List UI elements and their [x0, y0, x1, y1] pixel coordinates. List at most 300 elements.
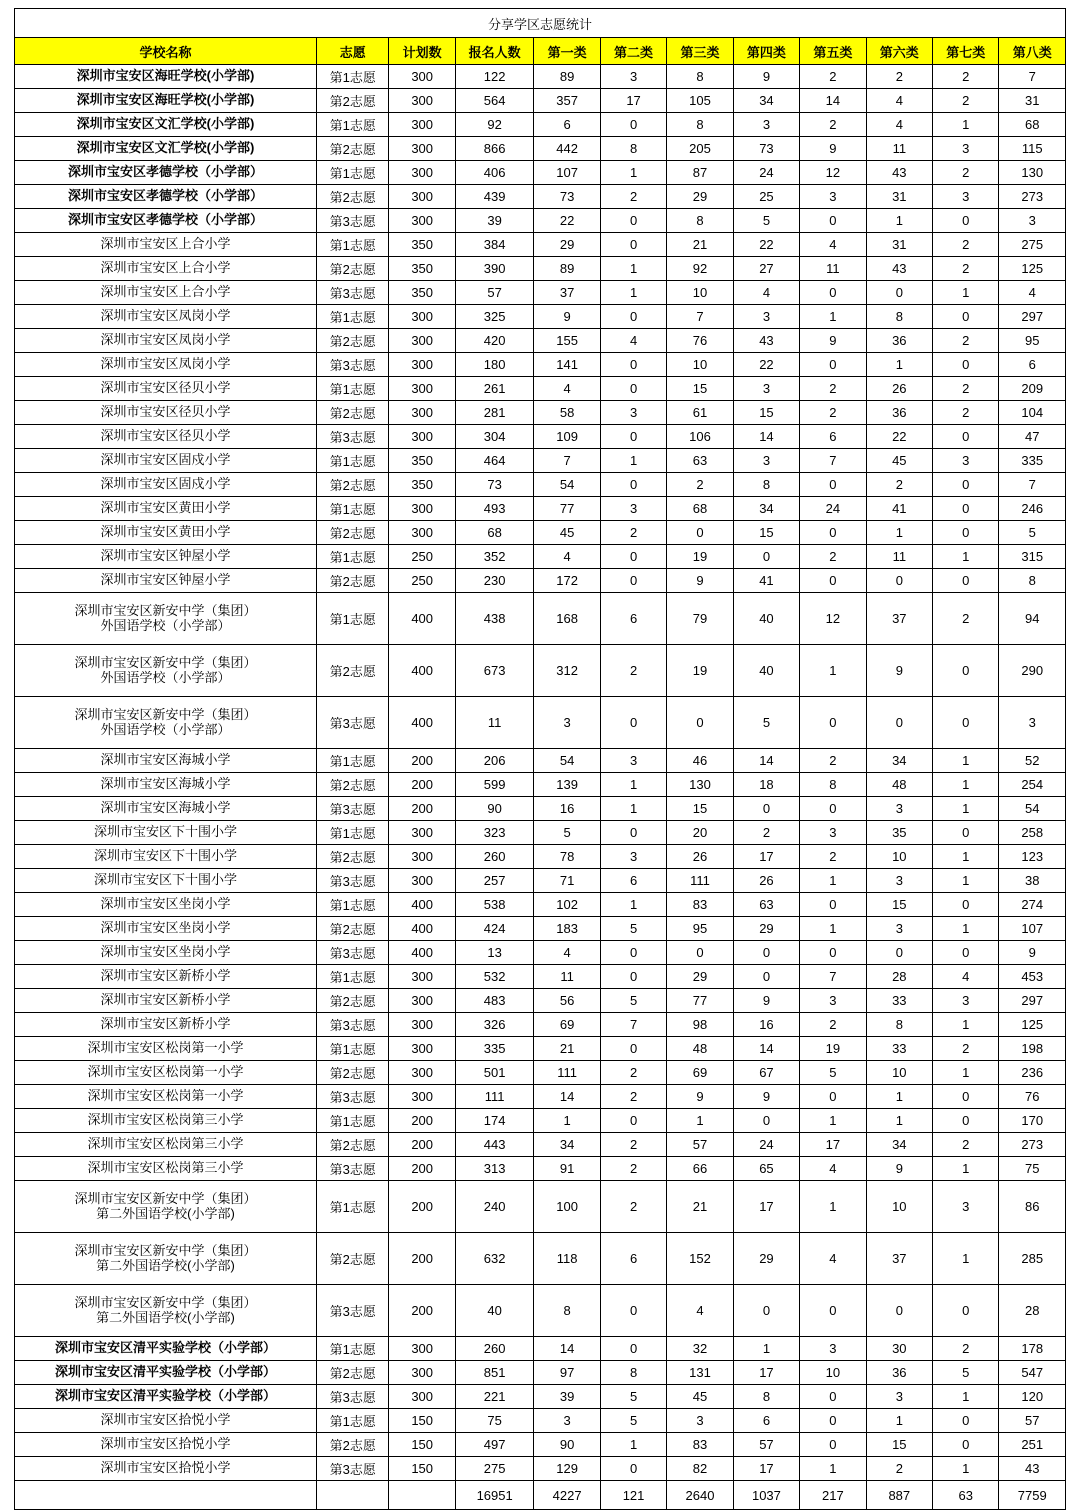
column-header-cat8: 第八类: [999, 38, 1066, 65]
cell-category-5: 0: [800, 1433, 866, 1457]
table-row: [15, 569, 1066, 593]
cell-choice: 第2志愿: [316, 329, 388, 353]
cell-school-name: 深圳市宝安区下十围小学: [15, 821, 317, 845]
cell-applicants: 240: [455, 1181, 534, 1233]
cell-plan: 300: [389, 1085, 455, 1109]
cell-applicants: 90: [455, 797, 534, 821]
cell-category-2: 5: [600, 1385, 666, 1409]
cell-category-8: 125: [999, 257, 1066, 281]
cell-category-1: 6: [534, 113, 600, 137]
cell-category-7: 5: [933, 1361, 999, 1385]
cell-category-1: 155: [534, 329, 600, 353]
cell-category-4: 24: [733, 161, 799, 185]
cell-applicants: 221: [455, 1385, 534, 1409]
cell-choice: 第3志愿: [316, 1085, 388, 1109]
cell-category-8: 297: [999, 989, 1066, 1013]
cell-category-3: 21: [667, 1181, 733, 1233]
table-row: [15, 113, 1066, 137]
cell-plan: 400: [389, 645, 455, 697]
cell-applicants: 483: [455, 989, 534, 1013]
cell-category-8: 54: [999, 797, 1066, 821]
cell-plan: 150: [389, 1457, 455, 1481]
table-row: [15, 497, 1066, 521]
cell-applicants: 599: [455, 773, 534, 797]
cell-school-name: 深圳市宝安区黄田小学: [15, 497, 317, 521]
cell-applicants: 538: [455, 893, 534, 917]
cell-applicants: 122: [455, 65, 534, 89]
cell-category-6: 41: [866, 497, 932, 521]
cell-category-1: 111: [534, 1061, 600, 1085]
cell-choice: 第1志愿: [316, 749, 388, 773]
cell-category-7: 0: [933, 1109, 999, 1133]
cell-category-2: 0: [600, 1109, 666, 1133]
cell-school-name: 深圳市宝安区坐岗小学: [15, 893, 317, 917]
cell-category-4: 5: [733, 209, 799, 233]
cell-choice: 第2志愿: [316, 473, 388, 497]
cell-category-4: 67: [733, 1061, 799, 1085]
cell-school-name: 深圳市宝安区径贝小学: [15, 377, 317, 401]
cell-school-name: 深圳市宝安区松岗第一小学: [15, 1037, 317, 1061]
cell-category-4: 43: [733, 329, 799, 353]
cell-choice: 第1志愿: [316, 113, 388, 137]
cell-category-7: 1: [933, 749, 999, 773]
cell-category-8: 47: [999, 425, 1066, 449]
cell-category-4: 34: [733, 89, 799, 113]
table-row: [15, 593, 1066, 645]
cell-category-8: 130: [999, 161, 1066, 185]
cell-category-1: 100: [534, 1181, 600, 1233]
cell-category-4: 0: [733, 797, 799, 821]
cell-plan: 300: [389, 209, 455, 233]
cell-school-name: 深圳市宝安区文汇学校(小学部): [15, 137, 317, 161]
cell-category-6: 34: [866, 749, 932, 773]
cell-category-1: 54: [534, 473, 600, 497]
table-row: [15, 1337, 1066, 1361]
table-row: [15, 1361, 1066, 1385]
cell-category-1: 78: [534, 845, 600, 869]
cell-applicants: 313: [455, 1157, 534, 1181]
table-row: [15, 1285, 1066, 1337]
cell-category-8: 95: [999, 329, 1066, 353]
cell-choice: 第1志愿: [316, 1181, 388, 1233]
cell-choice: 第1志愿: [316, 545, 388, 569]
cell-category-1: 172: [534, 569, 600, 593]
totals-cell-category-7: 63: [933, 1481, 999, 1510]
table-row: [15, 797, 1066, 821]
table-row: [15, 1037, 1066, 1061]
cell-applicants: 438: [455, 593, 534, 645]
cell-category-2: 1: [600, 449, 666, 473]
cell-category-2: 2: [600, 521, 666, 545]
cell-category-4: 26: [733, 869, 799, 893]
cell-category-4: 8: [733, 473, 799, 497]
cell-category-6: 31: [866, 185, 932, 209]
totals-cell-choice: [316, 1481, 388, 1510]
cell-category-8: 125: [999, 1013, 1066, 1037]
cell-category-6: 1: [866, 1409, 932, 1433]
cell-choice: 第3志愿: [316, 1285, 388, 1337]
cell-choice: 第1志愿: [316, 65, 388, 89]
cell-category-6: 1: [866, 521, 932, 545]
cell-category-2: 0: [600, 1337, 666, 1361]
cell-plan: 150: [389, 1433, 455, 1457]
cell-choice: 第3志愿: [316, 1013, 388, 1037]
cell-category-4: 9: [733, 1085, 799, 1109]
cell-category-3: 205: [667, 137, 733, 161]
cell-category-4: 14: [733, 425, 799, 449]
cell-choice: 第1志愿: [316, 305, 388, 329]
cell-category-7: 2: [933, 65, 999, 89]
cell-category-4: 25: [733, 185, 799, 209]
cell-category-5: 0: [800, 209, 866, 233]
cell-category-1: 118: [534, 1233, 600, 1285]
cell-category-2: 6: [600, 1233, 666, 1285]
cell-choice: 第2志愿: [316, 989, 388, 1013]
cell-category-6: 2: [866, 65, 932, 89]
cell-category-1: 77: [534, 497, 600, 521]
totals-cell-plan: [389, 1481, 455, 1510]
cell-category-2: 0: [600, 697, 666, 749]
cell-category-2: 0: [600, 569, 666, 593]
cell-category-2: 0: [600, 113, 666, 137]
cell-category-1: 14: [534, 1085, 600, 1109]
cell-category-5: 1: [800, 305, 866, 329]
cell-plan: 200: [389, 1285, 455, 1337]
cell-category-7: 1: [933, 1233, 999, 1285]
cell-category-2: 7: [600, 1013, 666, 1037]
cell-category-1: 357: [534, 89, 600, 113]
cell-school-name: 深圳市宝安区坐岗小学: [15, 941, 317, 965]
cell-choice: 第2志愿: [316, 1133, 388, 1157]
cell-choice: 第3志愿: [316, 941, 388, 965]
cell-category-2: 1: [600, 797, 666, 821]
cell-category-8: 273: [999, 1133, 1066, 1157]
cell-choice: 第3志愿: [316, 281, 388, 305]
cell-category-8: 246: [999, 497, 1066, 521]
cell-choice: 第2志愿: [316, 1361, 388, 1385]
cell-school-name: 深圳市宝安区孝德学校（小学部）: [15, 185, 317, 209]
table-row: [15, 1433, 1066, 1457]
cell-category-4: 17: [733, 1181, 799, 1233]
cell-category-4: 9: [733, 989, 799, 1013]
cell-plan: 300: [389, 353, 455, 377]
cell-category-2: 0: [600, 1285, 666, 1337]
cell-plan: 300: [389, 989, 455, 1013]
cell-category-3: 45: [667, 1385, 733, 1409]
cell-school-name: 深圳市宝安区拾悦小学: [15, 1433, 317, 1457]
cell-applicants: 304: [455, 425, 534, 449]
cell-category-7: 0: [933, 473, 999, 497]
cell-category-8: 6: [999, 353, 1066, 377]
cell-category-2: 0: [600, 1457, 666, 1481]
cell-category-1: 109: [534, 425, 600, 449]
cell-category-1: 45: [534, 521, 600, 545]
cell-choice: 第1志愿: [316, 377, 388, 401]
cell-category-7: 0: [933, 521, 999, 545]
cell-category-2: 5: [600, 917, 666, 941]
cell-category-7: 3: [933, 185, 999, 209]
cell-school-name: 深圳市宝安区新桥小学: [15, 1013, 317, 1037]
cell-school-name: 深圳市宝安区松岗第一小学: [15, 1061, 317, 1085]
cell-category-6: 0: [866, 569, 932, 593]
cell-plan: 300: [389, 1385, 455, 1409]
cell-category-7: 3: [933, 137, 999, 161]
cell-category-3: 57: [667, 1133, 733, 1157]
cell-applicants: 39: [455, 209, 534, 233]
cell-category-5: 2: [800, 749, 866, 773]
table-row: [15, 645, 1066, 697]
cell-category-3: 8: [667, 113, 733, 137]
cell-choice: 第1志愿: [316, 161, 388, 185]
cell-school-name: 深圳市宝安区新安中学（集团） 外国语学校（小学部）: [15, 645, 317, 697]
cell-category-6: 31: [866, 233, 932, 257]
cell-category-4: 22: [733, 353, 799, 377]
cell-category-4: 29: [733, 1233, 799, 1285]
cell-category-3: 130: [667, 773, 733, 797]
cell-category-2: 2: [600, 1181, 666, 1233]
cell-category-1: 89: [534, 257, 600, 281]
table-row: [15, 257, 1066, 281]
cell-plan: 200: [389, 1233, 455, 1285]
table-row: [15, 377, 1066, 401]
cell-category-5: 1: [800, 869, 866, 893]
totals-cell-category-3: 2640: [667, 1481, 733, 1510]
cell-school-name: 深圳市宝安区孝德学校（小学部）: [15, 209, 317, 233]
cell-category-7: 3: [933, 989, 999, 1013]
cell-applicants: 111: [455, 1085, 534, 1109]
table-row: [15, 1157, 1066, 1181]
cell-category-7: 2: [933, 377, 999, 401]
table-header-row: [15, 38, 1066, 65]
column-header-cat1: 第一类: [534, 38, 600, 65]
cell-category-1: 168: [534, 593, 600, 645]
cell-category-6: 43: [866, 257, 932, 281]
cell-category-5: 0: [800, 1385, 866, 1409]
cell-category-3: 10: [667, 353, 733, 377]
cell-category-5: 7: [800, 965, 866, 989]
cell-category-7: 0: [933, 1433, 999, 1457]
cell-category-8: 8: [999, 569, 1066, 593]
table-row: [15, 137, 1066, 161]
totals-cell-school: [15, 1481, 317, 1510]
cell-category-3: 46: [667, 749, 733, 773]
cell-category-8: 170: [999, 1109, 1066, 1133]
cell-category-4: 22: [733, 233, 799, 257]
cell-plan: 200: [389, 773, 455, 797]
cell-category-2: 4: [600, 329, 666, 353]
table-row: [15, 1013, 1066, 1037]
cell-category-8: 273: [999, 185, 1066, 209]
cell-category-3: 8: [667, 209, 733, 233]
cell-category-3: 29: [667, 185, 733, 209]
cell-category-3: 0: [667, 521, 733, 545]
cell-category-2: 0: [600, 473, 666, 497]
cell-category-5: 0: [800, 893, 866, 917]
cell-category-8: 28: [999, 1285, 1066, 1337]
cell-category-5: 0: [800, 569, 866, 593]
cell-choice: 第2志愿: [316, 1061, 388, 1085]
cell-category-5: 6: [800, 425, 866, 449]
cell-category-5: 0: [800, 1085, 866, 1109]
cell-category-4: 29: [733, 917, 799, 941]
cell-category-5: 14: [800, 89, 866, 113]
cell-category-1: 97: [534, 1361, 600, 1385]
cell-category-5: 0: [800, 353, 866, 377]
cell-category-2: 3: [600, 497, 666, 521]
cell-school-name: 深圳市宝安区径贝小学: [15, 401, 317, 425]
cell-category-8: 236: [999, 1061, 1066, 1085]
cell-category-3: 19: [667, 545, 733, 569]
cell-school-name: 深圳市宝安区坐岗小学: [15, 917, 317, 941]
cell-category-5: 0: [800, 521, 866, 545]
cell-category-7: 4: [933, 965, 999, 989]
cell-category-8: 198: [999, 1037, 1066, 1061]
cell-category-6: 3: [866, 869, 932, 893]
cell-category-2: 1: [600, 257, 666, 281]
cell-category-6: 1: [866, 209, 932, 233]
cell-category-4: 65: [733, 1157, 799, 1181]
cell-category-6: 36: [866, 401, 932, 425]
cell-category-3: 152: [667, 1233, 733, 1285]
cell-category-3: 8: [667, 65, 733, 89]
cell-category-8: 297: [999, 305, 1066, 329]
cell-applicants: 75: [455, 1409, 534, 1433]
cell-plan: 300: [389, 185, 455, 209]
table-row: [15, 449, 1066, 473]
cell-category-5: 1: [800, 917, 866, 941]
cell-plan: 300: [389, 161, 455, 185]
cell-category-4: 40: [733, 593, 799, 645]
table-row: [15, 773, 1066, 797]
cell-applicants: 257: [455, 869, 534, 893]
cell-category-5: 12: [800, 593, 866, 645]
cell-category-3: 68: [667, 497, 733, 521]
table-row: [15, 869, 1066, 893]
cell-category-7: 0: [933, 941, 999, 965]
cell-category-7: 1: [933, 281, 999, 305]
cell-category-3: 77: [667, 989, 733, 1013]
cell-choice: 第1志愿: [316, 593, 388, 645]
cell-category-6: 22: [866, 425, 932, 449]
table-row: [15, 401, 1066, 425]
cell-category-7: 3: [933, 1181, 999, 1233]
cell-category-5: 1: [800, 645, 866, 697]
cell-category-4: 41: [733, 569, 799, 593]
cell-category-6: 4: [866, 89, 932, 113]
cell-category-6: 15: [866, 893, 932, 917]
table-row: [15, 965, 1066, 989]
cell-category-2: 0: [600, 965, 666, 989]
cell-school-name: 深圳市宝安区新安中学（集团） 第二外国语学校(小学部): [15, 1181, 317, 1233]
cell-category-4: 9: [733, 65, 799, 89]
cell-applicants: 497: [455, 1433, 534, 1457]
cell-category-8: 52: [999, 749, 1066, 773]
cell-category-2: 3: [600, 401, 666, 425]
cell-category-8: 76: [999, 1085, 1066, 1109]
cell-category-4: 16: [733, 1013, 799, 1037]
cell-applicants: 851: [455, 1361, 534, 1385]
cell-category-4: 5: [733, 697, 799, 749]
cell-category-1: 16: [534, 797, 600, 821]
cell-category-1: 4: [534, 545, 600, 569]
table-row: [15, 305, 1066, 329]
cell-choice: 第2志愿: [316, 257, 388, 281]
cell-school-name: 深圳市宝安区上合小学: [15, 233, 317, 257]
cell-category-1: 107: [534, 161, 600, 185]
cell-choice: 第1志愿: [316, 233, 388, 257]
cell-applicants: 384: [455, 233, 534, 257]
cell-plan: 300: [389, 965, 455, 989]
cell-category-3: 83: [667, 893, 733, 917]
cell-category-7: 0: [933, 1285, 999, 1337]
cell-category-5: 12: [800, 161, 866, 185]
cell-category-1: 129: [534, 1457, 600, 1481]
cell-plan: 400: [389, 893, 455, 917]
cell-category-6: 10: [866, 1181, 932, 1233]
cell-category-8: 258: [999, 821, 1066, 845]
cell-category-2: 1: [600, 893, 666, 917]
cell-category-5: 3: [800, 989, 866, 1013]
cell-choice: 第3志愿: [316, 1385, 388, 1409]
cell-choice: 第3志愿: [316, 797, 388, 821]
cell-category-3: 15: [667, 377, 733, 401]
cell-choice: 第2志愿: [316, 845, 388, 869]
cell-category-7: 1: [933, 1061, 999, 1085]
cell-plan: 350: [389, 233, 455, 257]
totals-cell-category-2: 121: [600, 1481, 666, 1510]
cell-category-8: 107: [999, 917, 1066, 941]
cell-category-5: 11: [800, 257, 866, 281]
cell-category-1: 69: [534, 1013, 600, 1037]
table-row: [15, 545, 1066, 569]
cell-category-6: 36: [866, 329, 932, 353]
cell-plan: 250: [389, 545, 455, 569]
cell-choice: 第1志愿: [316, 497, 388, 521]
column-header-school: 学校名称: [15, 38, 317, 65]
cell-school-name: 深圳市宝安区松岗第三小学: [15, 1133, 317, 1157]
cell-plan: 400: [389, 593, 455, 645]
cell-category-8: 123: [999, 845, 1066, 869]
cell-category-4: 8: [733, 1385, 799, 1409]
cell-category-6: 48: [866, 773, 932, 797]
totals-cell-category-1: 4227: [534, 1481, 600, 1510]
cell-category-4: 18: [733, 773, 799, 797]
cell-school-name: 深圳市宝安区下十围小学: [15, 869, 317, 893]
cell-category-8: 38: [999, 869, 1066, 893]
cell-category-2: 2: [600, 1061, 666, 1085]
cell-category-2: 17: [600, 89, 666, 113]
cell-category-2: 6: [600, 593, 666, 645]
cell-school-name: 深圳市宝安区固戍小学: [15, 449, 317, 473]
cell-category-1: 4: [534, 377, 600, 401]
cell-choice: 第1志愿: [316, 893, 388, 917]
cell-category-7: 1: [933, 545, 999, 569]
cell-school-name: 深圳市宝安区清平实验学校（小学部）: [15, 1385, 317, 1409]
cell-category-7: 2: [933, 161, 999, 185]
cell-category-2: 0: [600, 821, 666, 845]
cell-applicants: 439: [455, 185, 534, 209]
cell-plan: 300: [389, 89, 455, 113]
cell-category-4: 17: [733, 1361, 799, 1385]
cell-category-6: 45: [866, 449, 932, 473]
cell-school-name: 深圳市宝安区松岗第三小学: [15, 1157, 317, 1181]
cell-applicants: 464: [455, 449, 534, 473]
cell-school-name: 深圳市宝安区新桥小学: [15, 989, 317, 1013]
cell-category-5: 0: [800, 281, 866, 305]
cell-category-3: 48: [667, 1037, 733, 1061]
cell-school-name: 深圳市宝安区黄田小学: [15, 521, 317, 545]
cell-category-3: 9: [667, 1085, 733, 1109]
